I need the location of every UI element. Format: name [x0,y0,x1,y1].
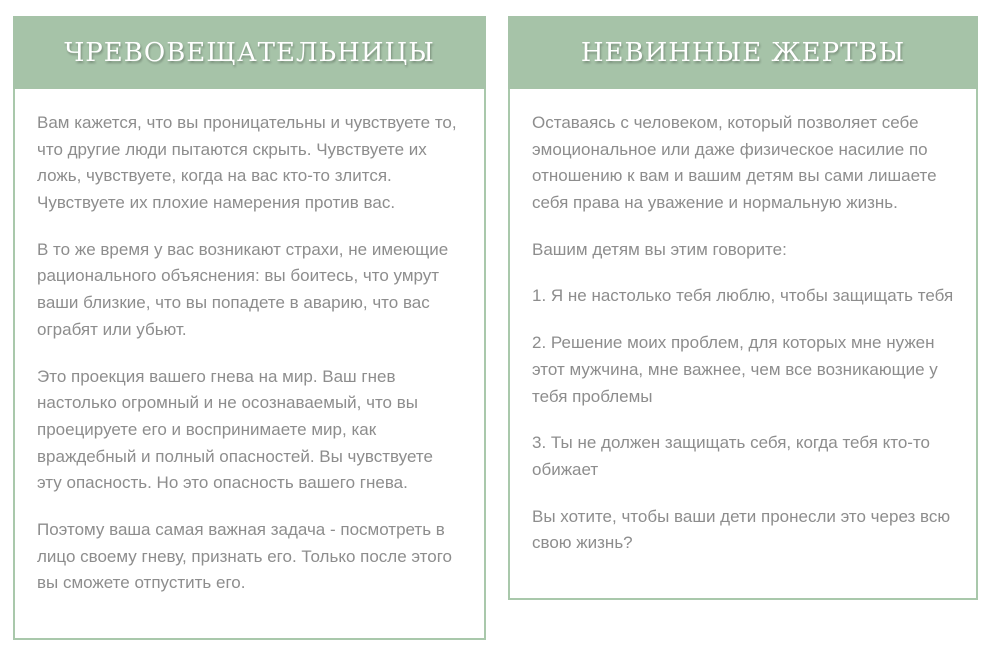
paragraph: Это проекция вашего гнева на мир. Ваш гнев настолько огромный и не осознаваемый, что вы проецируете его и воспринимаете мир, как враждебный и полный опасностей. Вы чувствуете эту опасность. Но это опасность вашего гнева. [37,366,433,493]
paragraph: Вашим детям вы этим говорите: [532,239,787,259]
paragraph: 1. Я не настолько тебя люблю, чтобы защищать тебя [532,286,954,306]
paragraph: В то же время у вас возникают страхи, не имеющие рационального объяснения: вы боитесь, что умрут ваши близкие, что вы попадете в аварию, что вас ограбят или убьют. [37,239,449,339]
card-header [508,16,978,89]
card-title: НЕВИННЫЕ ЖЕРТВЫ [580,37,906,68]
paragraph: 3. Ты не должен защищать себя, когда тебя кто-то обижает [532,433,931,479]
paragraph: Вам кажется, что вы проницательны и чувствуете то, что другие люди пытаются скрыть. Чувствуете их ложь, чувствуете, когда на вас кто-то злится. Чувствуете их плохие намерения против вас. [37,113,457,213]
card-body [510,89,976,598]
card-body [15,89,484,638]
card-ventriloquists [13,16,486,640]
paragraph: Поэтому ваша самая важная задача - посмотреть в лицо своему гневу, признать его. Только после этого вы сможете отпустить его. [37,519,453,593]
card-innocent-victims [508,16,978,600]
card-title: ЧРЕВОВЕЩАТЕЛЬНИЦЫ [64,37,435,68]
card-header [13,16,486,89]
paragraph: 2. Решение моих проблем, для которых мне нужен этот мужчина, мне важнее, чем все возникающие у тебя проблемы [532,333,938,406]
paragraph: Вы хотите, чтобы ваши дети пронесли это через всю свою жизнь? [532,506,951,553]
paragraph: Оставаясь с человеком, который позволяет себе эмоциональное или даже физическое насилие по отношению к вам и вашим детям вы сами лишаете себя права на уважение и нормальную жизнь. [532,113,937,213]
